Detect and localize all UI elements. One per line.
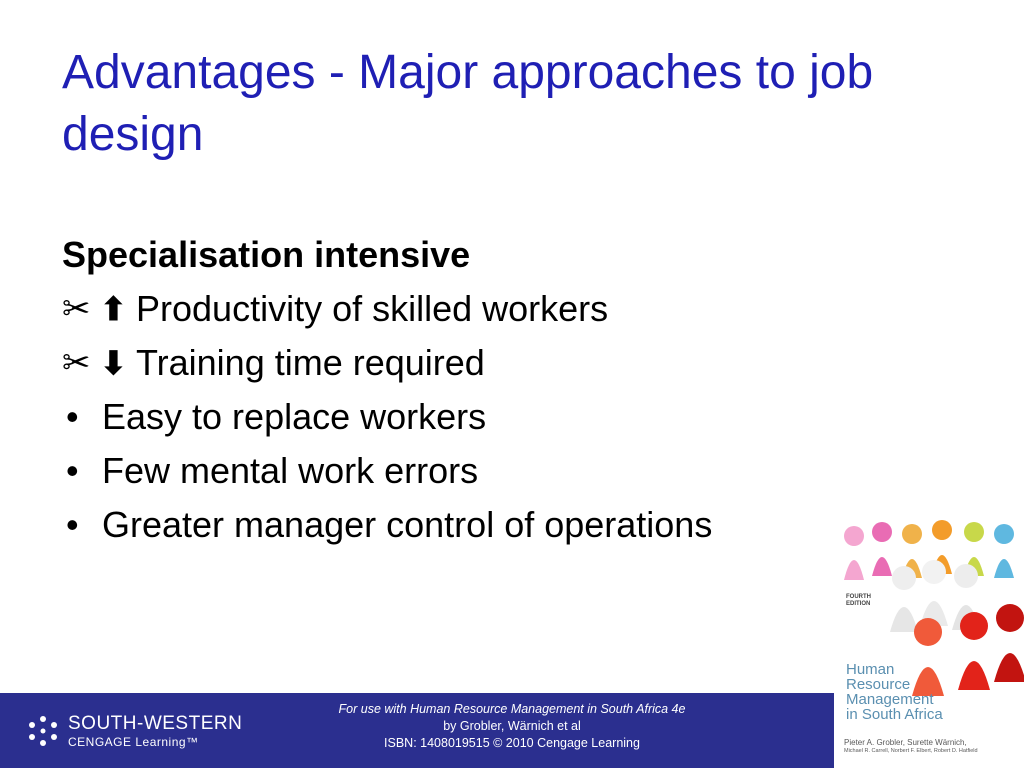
bullet-text: Few mental work errors <box>102 450 479 491</box>
bullet-icon: • <box>66 504 79 545</box>
list-item <box>62 336 882 390</box>
footer-bar <box>0 693 834 768</box>
footer-line: ISBN: 1408019515 © 2010 Cengage Learning <box>384 736 640 750</box>
list-item-text: Productivity of skilled workers <box>136 288 609 329</box>
bullet-icon: • <box>66 450 79 491</box>
slide-body <box>62 228 882 552</box>
arrow-down-icon: ⬇ <box>100 345 127 381</box>
footer-citation <box>280 701 744 752</box>
game-pieces-illustration <box>834 520 1024 768</box>
bullet-item <box>62 444 882 498</box>
list-item <box>62 282 882 336</box>
bullet-text: Greater manager control of operations <box>102 504 713 545</box>
bullet-icon: • <box>66 396 79 437</box>
book-authors: Pieter A. Grobler, Surette Wärnich, Michael R. Carrell, Norbert F. Elbert, Robert D. Hatfield <box>844 738 978 754</box>
list-item-text: Training time required <box>136 342 485 383</box>
book-title: Human Resource Management in South Africa <box>846 661 943 723</box>
publisher-logo <box>26 711 256 751</box>
footer-line: For use with Human Resource Management in South Africa 4e <box>338 702 686 716</box>
scissors-icon: ✂ <box>62 344 91 382</box>
bullet-item <box>62 390 882 444</box>
arrow-up-icon: ⬆ <box>100 291 127 327</box>
scissors-icon: ✂ <box>62 290 91 328</box>
logo-bottom-text: CENGAGE Learning™ <box>68 735 199 749</box>
slide-title: Advantages - Major approaches to job design <box>62 46 874 161</box>
footer-line: by Grobler, Wärnich et al <box>443 719 581 733</box>
bullet-item <box>62 498 882 552</box>
book-edition: FOURTH EDITION <box>846 594 871 607</box>
book-cover <box>834 520 1024 768</box>
bullet-text: Easy to replace workers <box>102 396 487 437</box>
cengage-logo-icon <box>26 715 60 747</box>
logo-top-text: SOUTH-WESTERN <box>68 713 243 734</box>
section-heading: Specialisation intensive <box>62 234 471 275</box>
